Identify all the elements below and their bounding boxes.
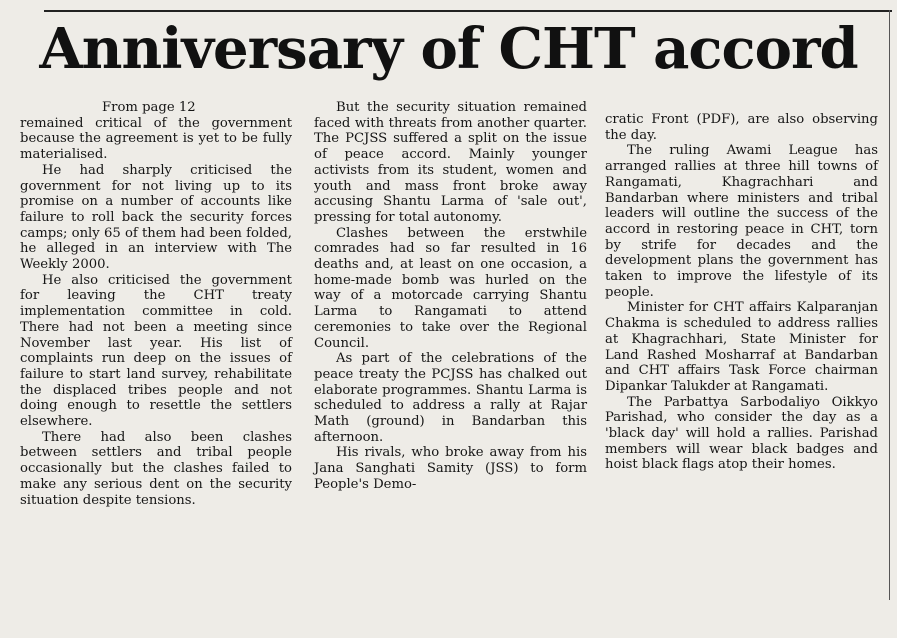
paragraph: The Parbattya Sarbodaliyo Oikkyo Parishad, who consider the day as a 'black day' will hold a rallies. Parishad members will wear black badges and hoist black flags atop their homes.	[605, 394, 878, 473]
paragraph: remained critical of the government because the agreement is yet to be fully materialised.	[20, 115, 292, 163]
continuation-note: From page 12	[102, 100, 196, 115]
paragraph: His rivals, who broke away from his Jana Sanghati Samity (JSS) to form People's Demo-	[314, 445, 587, 492]
article-column-3	[605, 112, 878, 473]
paragraph: Minister for CHT affairs Kalparanjan Chakma is scheduled to address rallies at Khagrachhari, State Minister for Land Rashed Mosharraf at Bandarban and CHT affairs Task Force chairman Dipankar Talukder at Rangamati.	[605, 300, 878, 394]
clipping-edge	[889, 10, 890, 600]
paragraph: There had also been clashes between settlers and tribal people occasionally but the clashes failed to make any serious dent on the security situation despite tensions.	[20, 429, 292, 508]
article-column-2	[314, 100, 587, 493]
paragraph: But the security situation remained faced with threats from another quarter. The PCJSS suffered a split on the issue of peace accord. Mainly younger activists from its student, women and youth and mass front broke away accusing Shantu Larma of 'sale out', pressing for total autonomy.	[314, 100, 587, 225]
paragraph: As part of the celebrations of the peace treaty the PCJSS has chalked out elaborate programmes. Shantu Larma is scheduled to address a rally at Rajar Math (ground) in Bandarban this afternoon.	[314, 351, 587, 445]
paragraph: cratic Front (PDF), are also observing the day.	[605, 112, 878, 143]
paragraph: Clashes between the erstwhile comrades had so far resulted in 16 deaths and, at least on one occasion, a home-made bomb was hurled on the way of a motorcade carrying Shantu Larma to Rangamati to attend ceremonies to take over the Regional Council.	[314, 225, 587, 351]
paragraph: He also criticised the government for leaving the CHT treaty implementation committee in cold. There had not been a meeting since November last year. His list of complaints run deep on the issues of failure to start land survey, rehabilitate the displaced tribes people and not doing enough to resettle the settlers elsewhere.	[20, 272, 292, 430]
article-column-1	[20, 100, 292, 508]
paragraph: The ruling Awami League has arranged rallies at three hill towns of Rangamati, Khagrachhari and Bandarban where ministers and tribal leaders will outline the success of the accord in restoring peace in CHT, torn by strife for decades and the development plans the government has taken to improve the lifestyle of its people.	[605, 143, 878, 300]
paragraph: He had sharply criticised the government for not living up to its promise on a number of accounts like failure to roll back the security forces camps; only 65 of them had been folded, he alleged in an interview with The Weekly 2000.	[20, 162, 292, 273]
headline: Anniversary of CHT accord	[39, 16, 858, 82]
